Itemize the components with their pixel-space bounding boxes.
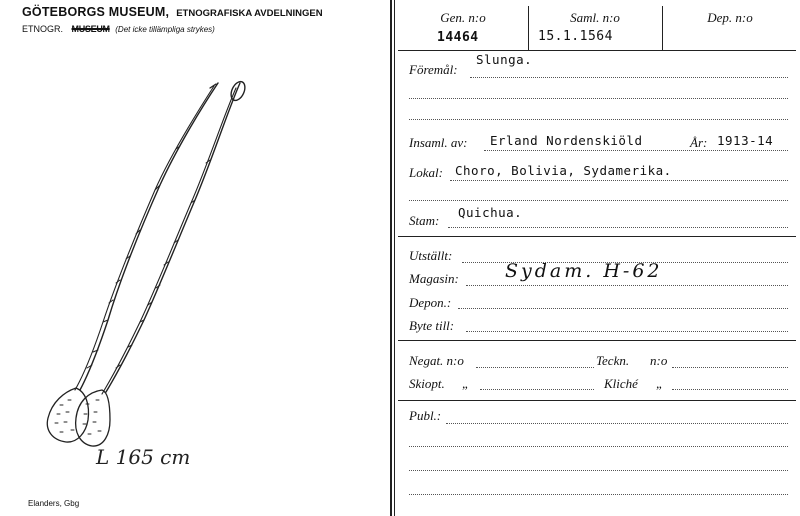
depon-label: Depon.: <box>409 295 452 310</box>
struck-word: MUSEUM <box>71 24 110 34</box>
foremal-value: Slunga. <box>476 52 533 67</box>
lokal-label: Lokal: <box>409 165 443 180</box>
teckn-label: Teckn. <box>596 353 630 368</box>
card-divider <box>390 0 392 516</box>
depon-line <box>458 308 788 309</box>
stam-line <box>448 227 788 228</box>
department-name: ETNOGRAFISKA AVDELNINGEN <box>176 8 323 19</box>
kliche-ditto: „ <box>656 376 664 391</box>
teckn-suffix: n:o <box>650 353 668 368</box>
lokal-value: Choro, Bolivia, Sydamerika. <box>455 163 672 178</box>
teckn-line <box>672 367 788 368</box>
publ-line <box>446 423 788 424</box>
dep-no-header: Dep. n:o <box>707 10 753 25</box>
insaml-line <box>484 150 788 151</box>
gen-no-value: 14464 <box>437 30 479 45</box>
publ-label: Publ.: <box>409 408 442 423</box>
negat-line <box>476 367 594 368</box>
insaml-value: Erland Nordenskiöld <box>490 133 643 148</box>
foremal-line-3 <box>409 119 788 120</box>
magasin-label: Magasin: <box>409 271 459 286</box>
lokal-line <box>450 180 788 181</box>
skiopt-ditto: „ <box>462 376 470 391</box>
byte-line <box>466 331 788 332</box>
section-rule <box>398 236 796 237</box>
stam-value: Quichua. <box>458 205 523 220</box>
header-rule <box>398 50 796 51</box>
skiopt-line <box>480 389 594 390</box>
gen-no-header: Gen. n:o <box>440 10 486 25</box>
column-separator <box>528 6 529 50</box>
column-separator <box>662 6 663 50</box>
negat-label: Negat. n:o <box>409 353 464 368</box>
lokal-line-2 <box>409 200 788 201</box>
publ-line-4 <box>409 494 788 495</box>
kliche-label: Kliché <box>604 376 638 391</box>
etnogr-label: ETNOGR. <box>22 24 64 34</box>
strike-note: (Det icke tillämpliga strykes) <box>115 25 215 34</box>
kliche-line <box>672 389 788 390</box>
skiopt-label: Skiopt. <box>409 376 445 391</box>
museum-name: GÖTEBORGS MUSEUM, <box>22 5 170 19</box>
saml-no-value: 15.1.1564 <box>538 29 613 44</box>
publ-line-2 <box>409 446 788 447</box>
sling-sketch <box>0 0 390 516</box>
foremal-line <box>470 77 788 78</box>
card-divider-inner <box>394 0 395 516</box>
year-value: 1913-14 <box>717 133 774 148</box>
utstallt-label: Utställt: <box>409 248 453 263</box>
saml-no-header: Saml. n:o <box>570 10 620 25</box>
byte-label: Byte till: <box>409 318 455 333</box>
section-rule-2 <box>398 340 796 341</box>
stam-label: Stam: <box>409 213 440 228</box>
insaml-label: Insaml. av: <box>409 135 468 150</box>
magasin-value: Sydam. H-62 <box>505 260 663 282</box>
length-caption: L 165 cm <box>96 445 191 469</box>
publ-line-3 <box>409 470 788 471</box>
magasin-line <box>466 285 788 286</box>
printer-imprint: Elanders, Gbg <box>28 499 80 508</box>
foremal-label: Föremål: <box>409 62 458 77</box>
year-label: År: <box>690 135 708 150</box>
foremal-line-2 <box>409 98 788 99</box>
section-rule-3 <box>398 400 796 401</box>
